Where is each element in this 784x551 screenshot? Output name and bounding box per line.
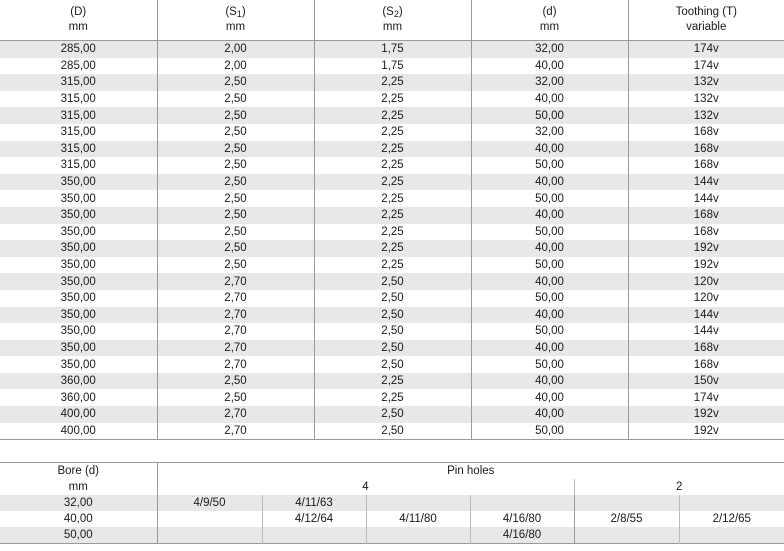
cell-diameter: 315,00 <box>0 107 157 124</box>
table-row <box>0 107 784 124</box>
table-row <box>0 240 784 257</box>
header-s2 <box>314 0 471 41</box>
cell-s1: 2,00 <box>157 58 314 75</box>
cell-toothing: 168v <box>628 141 784 158</box>
cell-diameter: 400,00 <box>0 423 157 440</box>
cell-toothing: 132v <box>628 91 784 108</box>
cell-bore: 50,00 <box>471 290 628 307</box>
cell-toothing: 120v <box>628 273 784 290</box>
cell-toothing: 132v <box>628 107 784 124</box>
cell-s1: 2,00 <box>157 41 314 58</box>
cell-pin-holes: 4/16/80 <box>470 511 574 527</box>
cell-toothing: 192v <box>628 423 784 440</box>
header-toothing <box>628 0 784 41</box>
table-row <box>0 91 784 108</box>
pin-group-2: 2 <box>676 481 683 493</box>
cell-s2: 2,50 <box>314 423 471 440</box>
cell-pin-holes: 2/8/55 <box>574 511 679 527</box>
cell-s1: 2,70 <box>157 340 314 357</box>
cell-s1: 2,50 <box>157 74 314 91</box>
header-s2-label: (S <box>382 6 394 18</box>
cell-s1: 2,70 <box>157 273 314 290</box>
header-toothing-unit: variable <box>686 21 727 33</box>
cell-s2: 2,25 <box>314 224 471 241</box>
cell-s1: 2,50 <box>157 141 314 158</box>
cell-s1: 2,70 <box>157 307 314 324</box>
cell-pin-holes: 4/11/63 <box>262 495 366 511</box>
cell-diameter: 400,00 <box>0 406 157 423</box>
table-row <box>0 58 784 75</box>
cell-s2: 2,50 <box>314 356 471 373</box>
cell-s1: 2,50 <box>157 389 314 406</box>
cell-s1: 2,50 <box>157 207 314 224</box>
cell-bore-value: 32,00 <box>0 495 157 511</box>
cell-s2: 1,75 <box>314 58 471 75</box>
cell-s2: 2,25 <box>314 240 471 257</box>
header-s1-unit: mm <box>225 21 246 33</box>
table-row <box>0 290 784 307</box>
cell-s2: 2,50 <box>314 307 471 324</box>
cell-diameter: 350,00 <box>0 340 157 357</box>
cell-toothing: 192v <box>628 240 784 257</box>
pin-holes-table <box>0 462 784 544</box>
cell-toothing: 168v <box>628 157 784 174</box>
cell-bore: 40,00 <box>471 406 628 423</box>
cell-toothing: 144v <box>628 307 784 324</box>
cell-toothing: 168v <box>628 207 784 224</box>
table-row <box>0 141 784 158</box>
table-row <box>0 190 784 207</box>
table-row <box>0 340 784 357</box>
cell-s1: 2,50 <box>157 107 314 124</box>
cell-pin-holes <box>157 511 262 527</box>
pin-holes-header: Pin holes <box>447 465 495 477</box>
cell-toothing: 168v <box>628 340 784 357</box>
cell-pin-holes: 2/12/65 <box>679 511 784 527</box>
cell-s2: 2,25 <box>314 389 471 406</box>
cell-pin-holes <box>679 495 784 511</box>
cell-toothing: 174v <box>628 58 784 75</box>
pin-row <box>0 527 784 544</box>
cell-pin-holes <box>679 527 784 544</box>
cell-bore: 32,00 <box>471 41 628 58</box>
cell-bore: 50,00 <box>471 323 628 340</box>
cell-s2: 1,75 <box>314 41 471 58</box>
cell-bore: 50,00 <box>471 157 628 174</box>
cell-s1: 2,70 <box>157 406 314 423</box>
header-s1-sub: 1 <box>236 9 242 19</box>
cell-bore: 40,00 <box>471 273 628 290</box>
cell-s2: 2,25 <box>314 91 471 108</box>
cell-toothing: 192v <box>628 406 784 423</box>
cell-s1: 2,70 <box>157 323 314 340</box>
cell-s2: 2,50 <box>314 323 471 340</box>
cell-bore: 40,00 <box>471 240 628 257</box>
cell-bore: 50,00 <box>471 107 628 124</box>
cell-s2: 2,50 <box>314 406 471 423</box>
cell-s2: 2,50 <box>314 340 471 357</box>
header-s2-unit: mm <box>382 21 403 33</box>
table-row <box>0 323 784 340</box>
cell-diameter: 315,00 <box>0 124 157 141</box>
header-s2-sub: 2 <box>393 9 399 19</box>
cell-pin-holes <box>574 495 679 511</box>
cell-s1: 2,50 <box>157 190 314 207</box>
cell-diameter: 360,00 <box>0 373 157 390</box>
cell-toothing: 144v <box>628 174 784 191</box>
cell-diameter: 350,00 <box>0 257 157 274</box>
cell-s2: 2,25 <box>314 174 471 191</box>
cell-toothing: 192v <box>628 257 784 274</box>
cell-bore: 40,00 <box>471 141 628 158</box>
header-diameter-label: (D) <box>70 6 87 18</box>
cell-s2: 2,25 <box>314 190 471 207</box>
cell-s2: 2,25 <box>314 157 471 174</box>
cell-diameter: 315,00 <box>0 91 157 108</box>
cell-s1: 2,50 <box>157 224 314 241</box>
header-s2-close: ) <box>398 6 403 18</box>
cell-bore-value: 50,00 <box>0 527 157 544</box>
header-diameter-unit: mm <box>68 21 88 33</box>
cell-diameter: 350,00 <box>0 224 157 241</box>
cell-s2: 2,25 <box>314 107 471 124</box>
cell-bore: 50,00 <box>471 257 628 274</box>
cell-bore: 40,00 <box>471 58 628 75</box>
pin-row <box>0 495 784 511</box>
cell-pin-holes: 4/11/80 <box>366 511 470 527</box>
cell-pin-holes <box>574 527 679 544</box>
header-toothing-label: Toothing (T) <box>675 6 737 18</box>
table-row <box>0 257 784 274</box>
table-row <box>0 174 784 191</box>
table-row <box>0 41 784 58</box>
cell-s2: 2,25 <box>314 373 471 390</box>
cell-diameter: 350,00 <box>0 174 157 191</box>
cell-bore: 50,00 <box>471 423 628 440</box>
bore-header-unit: mm <box>68 481 88 493</box>
cell-toothing: 174v <box>628 389 784 406</box>
cell-s2: 2,50 <box>314 273 471 290</box>
cell-s1: 2,70 <box>157 356 314 373</box>
cell-bore: 50,00 <box>471 224 628 241</box>
cell-bore: 40,00 <box>471 174 628 191</box>
table-row <box>0 406 784 423</box>
cell-s1: 2,50 <box>157 257 314 274</box>
table-row <box>0 124 784 141</box>
cell-s1: 2,70 <box>157 423 314 440</box>
pin-row <box>0 511 784 527</box>
cell-s2: 2,50 <box>314 290 471 307</box>
pin-holes-body <box>0 495 784 544</box>
header-s1-close: ) <box>241 6 246 18</box>
header-bore-label: (d) <box>542 6 557 18</box>
cell-diameter: 350,00 <box>0 356 157 373</box>
cell-diameter: 285,00 <box>0 58 157 75</box>
cell-pin-holes <box>366 495 470 511</box>
spec-table-body <box>0 41 784 440</box>
table-row <box>0 423 784 440</box>
header-row <box>0 0 784 41</box>
table-row <box>0 157 784 174</box>
cell-diameter: 315,00 <box>0 141 157 158</box>
cell-diameter: 350,00 <box>0 240 157 257</box>
cell-diameter: 285,00 <box>0 41 157 58</box>
cell-bore: 40,00 <box>471 373 628 390</box>
cell-toothing: 144v <box>628 190 784 207</box>
cell-bore: 40,00 <box>471 91 628 108</box>
table-row <box>0 273 784 290</box>
cell-pin-holes: 4/16/80 <box>470 527 574 544</box>
cell-bore: 50,00 <box>471 356 628 373</box>
cell-pin-holes <box>366 527 470 544</box>
cell-diameter: 350,00 <box>0 273 157 290</box>
cell-pin-holes <box>262 527 366 544</box>
bore-header-label: Bore (d) <box>57 465 100 477</box>
cell-toothing: 150v <box>628 373 784 390</box>
table-row <box>0 74 784 91</box>
cell-s2: 2,25 <box>314 141 471 158</box>
cell-s1: 2,50 <box>157 240 314 257</box>
cell-diameter: 315,00 <box>0 74 157 91</box>
header-s1-label: (S <box>225 6 237 18</box>
cell-bore: 40,00 <box>471 307 628 324</box>
cell-toothing: 132v <box>628 74 784 91</box>
table-row <box>0 224 784 241</box>
cell-bore-value: 40,00 <box>0 511 157 527</box>
header-bore-unit: mm <box>539 21 560 33</box>
cell-s2: 2,25 <box>314 257 471 274</box>
cell-diameter: 350,00 <box>0 307 157 324</box>
table-row <box>0 389 784 406</box>
cell-bore: 32,00 <box>471 124 628 141</box>
cell-s1: 2,50 <box>157 157 314 174</box>
cell-diameter: 315,00 <box>0 157 157 174</box>
table-row <box>0 356 784 373</box>
cell-bore: 40,00 <box>471 389 628 406</box>
header-diameter <box>0 0 157 41</box>
table-row <box>0 373 784 390</box>
cell-s2: 2,25 <box>314 207 471 224</box>
cell-toothing: 144v <box>628 323 784 340</box>
cell-pin-holes: 4/9/50 <box>157 495 262 511</box>
header-bore <box>471 0 628 41</box>
table-row <box>0 207 784 224</box>
cell-bore: 40,00 <box>471 340 628 357</box>
pin-group-4: 4 <box>157 479 574 495</box>
cell-toothing: 168v <box>628 124 784 141</box>
cell-bore: 50,00 <box>471 190 628 207</box>
table-row <box>0 307 784 324</box>
cell-pin-holes <box>470 495 574 511</box>
cell-toothing: 168v <box>628 224 784 241</box>
cell-s1: 2,50 <box>157 124 314 141</box>
bore-header <box>0 463 157 496</box>
cell-toothing: 168v <box>628 356 784 373</box>
header-s1 <box>157 0 314 41</box>
cell-s1: 2,50 <box>157 91 314 108</box>
cell-s1: 2,70 <box>157 290 314 307</box>
cell-s1: 2,50 <box>157 373 314 390</box>
cell-s2: 2,25 <box>314 74 471 91</box>
cell-bore: 40,00 <box>471 207 628 224</box>
cell-diameter: 350,00 <box>0 190 157 207</box>
cell-s1: 2,50 <box>157 174 314 191</box>
cell-diameter: 350,00 <box>0 290 157 307</box>
cell-toothing: 174v <box>628 41 784 58</box>
cell-s2: 2,25 <box>314 124 471 141</box>
cell-pin-holes: 4/12/64 <box>262 511 366 527</box>
cell-pin-holes <box>157 527 262 544</box>
cell-toothing: 120v <box>628 290 784 307</box>
cell-diameter: 350,00 <box>0 323 157 340</box>
cell-diameter: 360,00 <box>0 389 157 406</box>
cell-diameter: 350,00 <box>0 207 157 224</box>
cell-bore: 32,00 <box>471 74 628 91</box>
